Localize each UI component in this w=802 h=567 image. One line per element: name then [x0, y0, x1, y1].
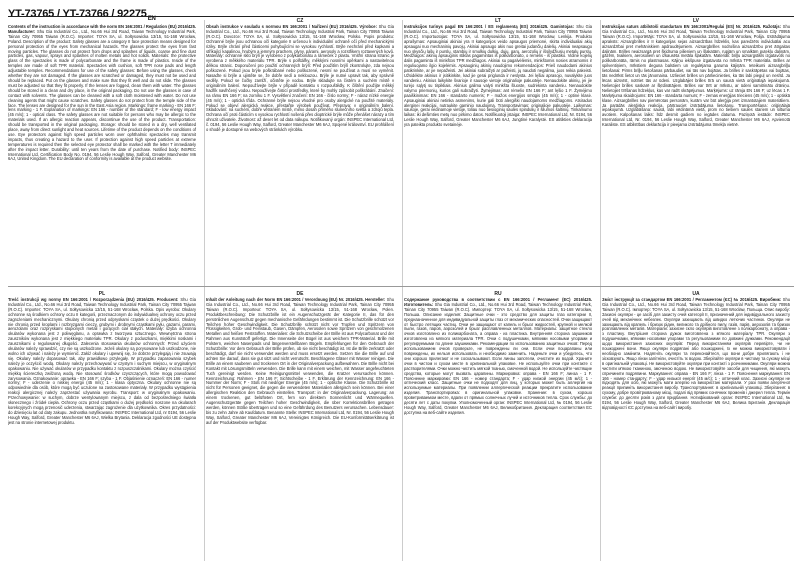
column-divider — [204, 20, 205, 561]
instruction-text: Obsah instrukce v souladu s normou EN 166:2001 / Nařízení (EU) 2016/425. Výrobce: Shu Gia Industrial Co., Ltd., No.66 Hui 3rd Road, Taiwan Technology Industrial Park, Tainan City 70955 Taiwan (R.O.C). Dovozce: TOYA SA, ul. Sołtysowicka 13/15, 51-168 Wrocław, Polsko. Popis produktu: Ochranné brýle jsou ochranou očí kategorie II určenou k individuální ochraně očí před mechanickými riziky. Brýle chrání před částicemi pohybujícími se vysokou rychlostí. Brýle nechrání před kapkami a stříkající kapalinou, hrubým a jemným prachem, plyny, párami, aerosoly a rozstřikem roztavených kovů. Materiály: ochranné sklo brýlí je vyrobeno z polykarbonátu a rámeček z plastu. Vnitřní strana stranic je vyrobena z měkkého materiálu TPR. Brýle s polštářky, měkkými nosními opěrkami a nastavitelnou délkou stranic. Doporučení pro použití ochranných brýlí: Před použitím brýlí zkontrolujte, zda nejsou poškozené. Pokud jsou brýle poškrábané nebo poškozené, nesmí se používat a musí se vyměnit. Nasaďte si brýle a ujistěte se, že dobře sedí a neklouzou. Brýle je nutné upravit tak, aby správně seděly. Pokud se čočky zamlží, očistěte je vodou. Brýle skladujte na čistém a suchém místě v originálním balení. Nepoužívejte brýle v případě kontaktu s rozpouštědly. K čištění použijte měkký hadřík navlhčený vodou. Nepoužívejte čisticí prostředky, které by mohly způsobit poškrábání. Značení: na rámu EN 166 F; na zorníku 1 F. Vysvětlení značení: EN 166 - číslo normy; F - náraz nízké energie (45 m/s); 1 - optická třída. Ochranné brýle nejsou vhodné pro osoby alergické na použité materiály. Pokud se objeví alergická reakce, přestaňte výrobek používat. Přeprava: v originálním balení. Skladování: na suchém, dobře větraném místě, mimo dosah přímého slunečního světla a zdrojů tepla. Ochrana očí proti částicím s vysokou rychlostí nošená přes dioptrické brýle může přenášet nárazy a tím ohrozit uživatele. Životnost: až deset let od data nákupu. Notifikovaný orgán: INSPEC International Ltd, č. 0194, 56 Leslie Hough Way, Salford, Greater Manchester M6 6AJ, Spojené království. EU prohlášení o shodě je dostupné na webových stránkách výrobku. — [206, 24, 394, 133]
row-divider — [8, 286, 794, 287]
instruction-text: Contents of the instruction in accordance with the norm EN 166:2001 / Regulation (EU) 2016/425. Manufacturer: Shu Gia Industrial Co., Ltd., No.66 Hui 3rd Road, Taiwan Technology Industrial Park, Tainan City 70955 Taiwan (R.O.C). Importer: TOYA SA, ul. Sołtysowicka 13/15, 51-168 Wrocław, Poland. Description of the product: Safety glasses are a category II face protection means designed for personal protection of the eyes from mechanical hazards. The glasses protect the eyes from fast moving particles. The glasses do not protect from drops and splashes of liquids, coarse and fine dust particles, gas, vapour, sprays and splashes of molten metals and hot solids. Materials: the protective glass of the spectacles is made of polycarbonate and the frame is made of plastics. Inside of the temples are made of soft TPR material. Spectacles with cushion, soft TPR nose pads and length adjustable temples. Recommendations for use of the safety glasses: Before using the glasses, check whether they are not damaged. If the glasses are scratched or damaged, they must not be used and should be replaced. Put on the glasses and make sure that they fit well and do not slide. The glasses must be adjusted so that they fit properly. If the lenses are fogged, clean them with water. The glasses should be stored in a clean and dry place, in the original packaging. Do not use the glasses in case of contact with solvents. The glasses can be cleaned with a soft cloth moistened with water. Do not use cleaning agents that might cause scratches. Safety glasses do not protect from the temple side of the face. The lenses are designed for the sun in the East Asia region. Markings: frame marking - EN 166 F; lens marking - 1 F. Explanation of markings: EN 166 - number of the standard; F - low energy impact (45 m/s); 1 - optical class. The safety glasses are not suitable for persons who may be allergic to the materials used. If an allergic reaction appears, discontinue the use of the product. Transportation: should be transported in the original packaging. Storage: should be stored in a dry, well ventilated place, away from direct sunlight and heat sources. Lifetime of the product depends on the conditions of use. Eye protectors against high speed particles worn over ophthalmic spectacles may transmit impacts, thus creating a hazard to the user. If protection against high speed particles at extreme temperatures is required then the selected eye protector shall be marked with the letter T immediately after the impact letter. Durability: until ten years from the date of purchase. Notified body: INSPEC International Ltd, Certification Body No. 0194, 56 Leslie Hough Way, Salford, Greater Manchester M6 6AJ, United Kingdom. The EU declaration of conformity is available at the product website. — [8, 24, 196, 162]
section-en — [8, 18, 196, 283]
section-lv — [602, 18, 790, 283]
language-tag: CZ — [296, 18, 304, 24]
section-ru — [404, 291, 592, 562]
instruction-text: Inhalt der Anleitung nach der Norm EN 166:2001 / Verordnung (EU) Nr. 2016/425. Hersteller: Shu Gia Industrial Co., Ltd., No.66 Hui 3rd Road, Taiwan Technology Industrial Park, Tainan City 70955 Taiwan (R.O.C). Importeur: TOYA SA, ul. Sołtysowicka 13/15, 51-168 Wrocław, Polen. Produktbeschreibung: Die Schutzbrille ist ein Augenschutzgerät der Kategorie II, das für den persönlichen Augenschutz gegen mechanische Gefährdungen bestimmt ist. Die Schutzbrille schützt vor Teilchen hoher Geschwindigkeit. Die Schutzbrille schützt nicht vor Tropfen und Spritzern von Flüssigkeiten, Grob- und Feinstaub, Gasen, Dämpfen, Aerosolen sowie Spritzern von geschmolzenen Metallen und heißen Feststoffen. Materialien: die Schutzscheibe der Brille ist aus Polycarbonat und der Rahmen aus Kunststoff gefertigt. Die Innenseite der Bügel ist aus weichem TPR-Material. Brille mit Polstern, weichen Nasenpads und längenverstellbaren Bügeln. Empfehlungen für den Gebrauch der Schutzbrille: Vor dem Gebrauch der Brille prüfen, ob sie nicht beschädigt ist. Ist die Brille zerkratzt oder beschädigt, darf sie nicht verwendet werden und muss ersetzt werden. Setzen Sie die Brille auf und achten Sie darauf, dass sie gut sitzt und nicht verrutscht. Beschlagene Gläser mit Wasser reinigen. Die Brille an einem sauberen und trockenen Ort in der Originalverpackung aufbewahren. Die Brille nicht bei Kontakt mit Lösungsmitteln verwenden. Die Brille kann mit einem weichen, mit Wasser angefeuchteten Tuch gereinigt werden. Keine Reinigungsmittel verwenden, die Kratzer verursachen können. Kennzeichnung: Rahmen - EN 166 F; Sichtscheibe - 1 F. Erklärung der Kennzeichnung: EN 166 - Nummer der Norm; F - Stoß mit niedriger Energie (45 m/s); 1 - optische Klasse. Die Schutzbrille ist nicht für Personen geeignet, die gegen die verwendeten Materialien allergisch sein können. Bei einer allergischen Reaktion den Gebrauch einstellen. Transport: in der Originalverpackung. Lagerung: an einem trockenen, gut belüfteten Ort, fern von direktem Sonnenlicht und Wärmequellen. Augenschutzgeräte gegen Teilchen hoher Geschwindigkeit, die über Korrektionsbrillen getragen werden, können Stöße übertragen und so eine Gefährdung des Benutzers verursachen. Lebensdauer: bis zu zehn Jahre ab Kaufdatum. Benannte Stelle: INSPEC International Ltd, Nr. 0194, 56 Leslie Hough Way, Salford, Greater Manchester M6 6AJ, Vereinigtes Königreich. Die EU-Konformitätserklärung ist auf der Produktwebsite verfügbar. — [206, 297, 394, 425]
header-rule — [8, 16, 794, 17]
language-tag: RU — [494, 291, 502, 297]
language-tag: UA — [692, 291, 700, 297]
section-cz — [206, 18, 394, 283]
instruction-text: Treść instrukcji wg normy EN 166:2001 / Rozporządzenia (EU) 2016/425. Producent: Shu Gia Industrial Co., Ltd., No.66 Hui 3rd Road, Taiwan Technology Industrial Park, Tainan City 70955 Tajwan (R.O.C). Importer: TOYA SA, ul. Sołtysowicka 13/15, 51-168 Wrocław, Polska. Opis wyrobu: Okulary ochronne są środkiem ochrony oczu II kategorii, przeznaczonym do indywidualnej ochrony oczu przed zagrożeniami mechanicznymi. Okulary chronią przed odpryskami cząstek o dużej prędkości. Okulary nie chronią przed kroplami i rozbryzgami cieczy, grubymi i drobnymi cząstkami pyłu, gazami, parami, aerozolami oraz rozpryskami stopionych metali i gorących ciał stałych. Materiały: szyba ochronna okularów wykonana jest z poliwęglanu, a oprawka z tworzywa sztucznego. Wewnętrzna strona zauszników wykonana jest z miękkiego materiału TPR. Okulary z poduszkami, miękkimi noskami i zausznikami o regulowanej długości. Zalecenia stosowania okularów ochronnych: Przed użyciem okularów należy sprawdzić, czy nie są uszkodzone. Jeżeli okulary są porysowane lub uszkodzone, nie wolno ich używać i należy je wymienić. Załóż okulary i upewnij się, że dobrze przylegają i nie zsuwają się. Okulary należy dopasować tak, aby prawidłowo przylegały. W przypadku zaparowania szybek należy je oczyścić wodą. Okulary należy przechowywać w czystym i suchym miejscu, w oryginalnym opakowaniu. Nie używać okularów w przypadku kontaktu z rozpuszczalnikami. Okulary można czyścić miękką ściereczką zwilżoną wodą. Nie stosować środków czyszczących, które mogą powodować zarysowania. Oznakowanie: oprawka - EN 166 F; szyba - 1 F. Objaśnienie oznaczeń: EN 166 - numer normy; F - uderzenie o niskiej energii (45 m/s); 1 - klasa optyczna. Okulary ochronne nie są odpowiednie dla osób, które mogą być uczulone na zastosowane materiały. W przypadku wystąpienia reakcji alergicznej należy zaprzestać używania wyrobu. Transport: w oryginalnym opakowaniu. Przechowywanie: w suchym, dobrze wentylowanym miejscu, z dala od bezpośredniego światła słonecznego i źródeł ciepła. Ochrony oczu przed cząstkami o dużej prędkości noszone na okularach korekcyjnych mogą przenosić uderzenia, stwarzając zagrożenie dla użytkownika. Okres przydatności: do dziesięciu lat od daty zakupu. Jednostka notyfikowana: INSPEC International Ltd, nr 0194, 56 Leslie Hough Way, Salford, Greater Manchester M6 6AJ, Wielka Brytania. Deklaracja zgodności UE dostępna jest na stronie internetowej produktu. — [8, 297, 196, 425]
language-tag: LV — [692, 18, 700, 24]
instruction-text: Instrukcijas saturs atbilstoši standartam EN 166:2001/Regulai (ES) Nr. 2016/425. Ražotājs: Shu Gia Industrial Co., Ltd., No.66 Hui 3rd Road, Taiwan Technology Industrial Park, Tainan City 70955 Taiwan (R.O.C). Importētājs: TOYA SA, ul. Sołtysowicka 13/15, 51-168 Wrocław, Polija. Izstrādājuma apraksts: Aizsargbrilles ir II kategorijas sejas aizsardzības līdzeklis, kas paredzēts individuālai acu aizsardzībai pret mehāniskiem apdraudējumiem. Aizsargbrilles nodrošina aizsardzību pret ātrgaitas daļiņām. Brilles neaizsargā pret šķidruma pilieniem un šļakatām, rupjām un smalkām putekļu daļiņām, gāzēm, tvaikiem, aerosoliem un izkausēta metāla šļakatām. Materiāli: briļļu aizsargstikls izgatavots no polikarbonāta, rāmis no plastmasas. Kājiņu iekšpuse izgatavota no mīksta TPR materiāla. Brilles ar spilventiņiem, mīkstiem deguna balstiem un regulējama garuma kājiņām. Ieteikumi aizsargbriļļu lietošanai: Pirms briļļu lietošanas pārbaudiet, vai tās nav bojātas. Ja brilles ir saskrāpētas vai bojātas, tās nedrīkst lietot un tās jānomaina. Uzlieciet brilles un pārliecinieties, ka tās labi pieguļ un neslīd. Ja lēcas aizsvīst, notīriet tās ar ūdeni. Uzglabājiet brilles tīrā un sausā vietā oriģinālajā iepakojumā. Nelietojiet brilles saskarē ar šķīdinātājiem. Brilles var tīrīt ar mīkstu, ar ūdeni samitrinātu drāniņu. Nelietojiet tīrīšanas līdzekļus, kas var radīt skrāpējumus. Marķējums: uz rāmja EN 166 F; uz lēcas 1 F. Marķējuma skaidrojums: EN 166 - standarta numurs; F - zemas enerģijas trieciens (45 m/s); 1 - optiskā klase. Aizsargbrilles nav piemērotas personām, kurām var būt alerģija pret izmantotajiem materiāliem. Ja parādās alerģiska reakcija, pārtrauciet izstrādājuma lietošanu. Transportēšana: oriģinālajā iepakojumā. Uzglabāšana: sausā, labi vēdināmā vietā, prom no tiešiem saules stariem un siltuma avotiem. Kalpošanas laiks: līdz desmit gadiem no iegādes datuma. Paziņotā iestāde: INSPEC International Ltd, Nr. 0194, 56 Leslie Hough Way, Salford, Greater Manchester M6 6AJ, Apvienotā Karaliste. ES atbilstības deklarācija ir pieejama izstrādājuma tīmekļa vietnē. — [602, 24, 790, 128]
instruction-text: Instrukcijos turinys pagal EN 166:2001 / ES reglamentą (ES) 2016/425. Gamintojas: Shu Gia Industrial Co., Ltd., No.66 Hui 3rd Road, Taiwan Technology Industrial Park, Tainan City 70955 Taiwan (R.O.C). Importuotojas: TOYA SA, ul. Sołtysowicka 13/15, 51-168 Wrocław, Lenkija. Produkto aprašymas: Apsauginiai akiniai yra II kategorijos veido apsaugos priemonė, skirta individualiai akių apsaugai nuo mechaninių pavojų. Akiniai apsaugo akis nuo greitai judančių dalelių. Akiniai neapsaugo nuo skysčių lašų ir purslų, stambių ir smulkių dulkių, dujų, garų, aerozolių ir išsilydžiusių metalų purslų. Medžiagos: akinių apsauginis stiklas pagamintas iš polikarbonato, o rėmelis - iš plastiko. Vidinė kojelių dalis pagaminta iš minkštos TPR medžiagos. Akiniai su pagalvėlėmis, minkštomis nosies atramomis ir reguliuojamo ilgio kojelėmis. Apsauginių akinių naudojimo rekomendacijos: Prieš naudodami akinius patikrinkite, ar jie nepažeisti. Jei akiniai subraižyti ar pažeisti, jų naudoti negalima, juos reikia pakeisti. Užsidėkite akinius ir įsitikinkite, kad jie gerai priglunda ir neslysta. Jei lęšiai aprasojo, nuvalykite juos vandeniu. Akinius laikykite švarioje ir sausoje vietoje originalioje pakuotėje. Nenaudokite akinių, jei jie turėjo sąlytį su tirpikliais. Akinius galima valyti minkšta šluoste, sudrėkinta vandeniu. Nenaudokite valymo priemonių, kurios gali subraižyti. Žymėjimas: ant rėmelio EN 166 F; ant lęšio 1 F. Žymėjimo paaiškinimas: EN 166 - standarto numeris; F - mažos energijos smūgis (45 m/s); 1 - optinė klasė. Apsauginiai akiniai netinka asmenims, kurie gali būti alergiški naudojamoms medžiagoms. Atsiradus alerginei reakcijai, nutraukite gaminio naudojimą. Transportavimas: originalioje pakuotėje. Laikymas: sausoje, gerai vėdinamoje vietoje, toliau nuo tiesioginių saulės spindulių ir šilumos šaltinių. Tinkamumo laikas: iki dešimties metų nuo pirkimo datos. Notifikuotoji įstaiga: INSPEC International Ltd, Nr. 0194, 56 Leslie Hough Way, Salford, Greater Manchester M6 6AJ, Jungtinė Karalystė. ES atitikties deklaracija yra pateikta produkto svetainėje. — [404, 24, 592, 128]
section-lt — [404, 18, 592, 283]
language-tag: PL — [98, 291, 106, 297]
product-code: $YT-73765 / YT-73766 / 92275_{EN}$ — [8, 8, 156, 23]
column-divider — [600, 20, 601, 561]
column-divider — [402, 20, 403, 561]
instruction-text: Зміст інструкції за стандартом EN 166:2001 / Регламентом (ЄС) № 2016/425. Виробник: Shu Gia Industrial Co., Ltd., No.66 Hui 3rd Road, Taiwan Technology Industrial Park, Tainan City 70955 Taiwan (R.O.C). Імпортер: TOYA SA, ul. Sołtysowicka 13/15, 51-168 Wrocław, Польща. Опис виробу: Захисні окуляри - це засіб для захисту очей категорії II, призначений для індивідуального захисту очей від механічних небезпек. Окуляри захищають від швидко летючих частинок. Окуляри не захищають від крапель і бризок рідин, великого та дрібного пилу, газів, парів, аерозолів та бризок розплавлених металів. Матеріали: захисне скло окулярів виготовлене з полікарбонату, а оправа - з пластику. Внутрішня сторона дужок виготовлена з м'якого матеріалу TPR. Окуляри з подушечками, м'якими носовими упорами та регульованими по довжині дужками. Рекомендації щодо використання захисних окулярів: Перед використанням окулярів перевірте, чи не пошкоджені вони. Якщо окуляри подряпані або пошкоджені, їх не можна використовувати і необхідно замінити. Надягніть окуляри та переконайтеся, що вони добре прилягають і не зісковзують. Якщо лінзи запітніли, очистіть їх водою. Зберігайте окуляри в чистому та сухому місці в оригінальній упаковці. Не використовуйте окуляри при контакті з розчинниками. Окуляри можна чистити м'якою тканиною, змоченою водою. Не використовуйте засоби для чищення, які можуть спричинити подряпини. Маркування: оправа - EN 166 F; лінза - 1 F. Пояснення маркування: EN 166 - номер стандарту; F - удар низької енергії (45 м/с); 1 - оптичний клас. Захисні окуляри не підходять для осіб, які можуть мати алергію на використані матеріали. У разі появи алергічної реакції припиніть використання виробу. Транспортування: в оригінальній упаковці. Зберігання: в сухому, добре провітрюваному місці, подалі від прямих сонячних променів і джерел тепла. Термін служби: до десяти років з дати придбання. Нотифікований орган: INSPEC International Ltd, № 0194, 56 Leslie Hough Way, Salford, Greater Manchester M6 6AJ, Велика Британія. Декларація відповідності ЄС доступна на веб-сайті виробу. — [602, 297, 790, 410]
language-tag: DE — [296, 291, 304, 297]
language-code-en: EN — [147, 16, 156, 23]
section-pl — [8, 291, 196, 562]
language-tag: LT — [495, 18, 501, 24]
section-ua — [602, 291, 790, 562]
instruction-text: Содержание руководства в соответствии с EN 166:2001 / Регламент (ЕС) 2016/425. Изготовитель: Shu Gia Industrial Co., Ltd., No.66 Hui 3rd Road, Taiwan Technology Industrial Park, Tainan City 70955 Taiwan (R.O.C). Импортер: TOYA SA, ul. Sołtysowicka 13/15, 51-168 Wrocław, Польша. Описание изделия: Защитные очки - это средство для защиты глаз категории II, предназначенное для индивидуальной защиты глаз от механических опасностей. Очки защищают от быстро летящих частиц. Очки не защищают от капель и брызг жидкостей, крупной и мелкой пыли, газов, паров, аэрозолей и брызг расплавленных металлов. Материалы: защитное стекло очков изготовлено из поликарбоната, а оправа - из пластика. Внутренняя сторона заушников изготовлена из мягкого материала TPR. Очки с подушечками, мягкими носовыми упорами и регулируемыми по длине заушниками. Рекомендации по использованию защитных очков: Перед использованием очков проверьте, не повреждены ли они. Если очки поцарапаны или повреждены, их нельзя использовать и необходимо заменить. Наденьте очки и убедитесь, что они хорошо прилегают и не соскальзывают. Если линзы запотели, очистите их водой. Храните очки в чистом и сухом месте в оригинальной упаковке. Не используйте очки при контакте с растворителями. Очки можно чистить мягкой тканью, смоченной водой. Не используйте чистящие средства, которые могут вызвать царапины. Маркировка: оправа - EN 166 F; линза - 1 F. Пояснение маркировки: EN 166 - номер стандарта; F - удар низкой энергии (45 м/с); 1 - оптический класс. Защитные очки не подходят для лиц, у которых может быть аллергия на используемые материалы. При появлении аллергической реакции прекратите использование изделия. Транспортировка: в оригинальной упаковке. Хранение: в сухом, хорошо проветриваемом месте, вдали от прямых солнечных лучей и источников тепла. Срок службы: до десяти лет с даты покупки. Уполномоченный орган: INSPEC International Ltd, № 0194, 56 Leslie Hough Way, Salford, Greater Manchester M6 6AJ, Великобритания. Декларация соответствия ЕС доступна на веб-сайте изделия. — [404, 297, 592, 415]
section-de — [206, 291, 394, 562]
